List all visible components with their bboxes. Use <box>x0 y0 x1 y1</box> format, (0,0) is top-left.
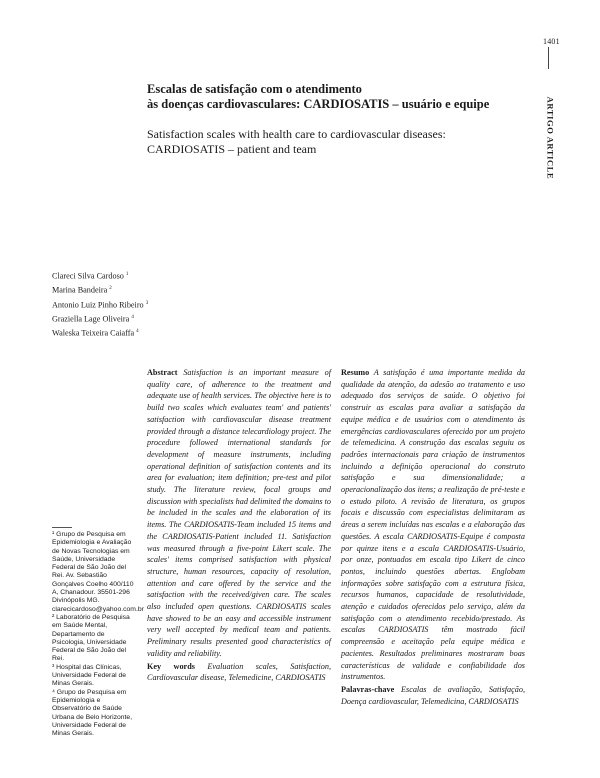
keywords-pt <box>341 684 525 707</box>
author: Antonio Luiz Pinho Ribeiro $^3$ <box>52 300 149 310</box>
keywords-pt-label: Palavras-chave <box>341 684 395 694</box>
page-number: 1401 <box>543 37 560 46</box>
title-pt-line-1: Escalas de satisfação com o atendimento <box>147 82 362 96</box>
section-label-text: ARTIGO ARTICLE <box>545 96 556 180</box>
title-en-line-2: CARDIOSATIS – patient and team <box>147 142 317 156</box>
affiliation-item: ⁴ Grupo de Pesquisa em Epidemiologia e Observatório de Saúde Urbana de Belo Horizonte, Universidade Federal de Minas Gerais. <box>52 688 133 738</box>
title-en-line-1: Satisfaction scales with health care to cardiovascular diseases: <box>147 127 446 141</box>
affiliations <box>52 527 144 738</box>
abstract-portuguese <box>341 367 525 707</box>
keywords-pt-text: Escalas de avaliação, Satisfação, Doença cardiovascular, Telemedicina, CARDIOSATIS <box>341 684 525 706</box>
author: Waleska Teixeira Caiaffa $^4$ <box>52 329 139 339</box>
abstract-pt-paragraph <box>341 367 525 683</box>
affiliation-item: ¹ Grupo de Pesquisa em Epidemiologia e Avaliação de Novas Tecnologias em Saúde, Universidade Federal de São João del Rei. Av. Sebastião Gonçalves Coelho 400/110 A, Chanadour. 35501-296 Divinópolis MG. <box>52 531 134 605</box>
page-number-rule <box>548 47 549 69</box>
abstract-en-text: Satisfaction is an important measure of quality care, of adherence to the treatment and adequate use of health services. The objective here is to build two scales which evaluates team' and patients' satisfaction with cardiovascular disease treatment provided through a distance telecardiology project. The procedure followed international standards for development of measure instruments, including operational definition of satisfaction contents and its area for evaluation; item definition; pre-test and pilot study. The literature review, focal groups and discussion with specialists had delimited the domains to be included in the scales and the elaboration of its items. The CARDIOSATIS-Team included 15 items and the CARDIOSATIS-Patient included 11. Satisfaction was measured through a five-point Likert scale. The scales' items comprised satisfaction with physical structure, human resources, capacity of resolution, attention and care offered by the service and the satisfaction with the received/given care. The scales also included open questions. CARDIOSATIS scales have showed to be an easy and accessible instrument very well accepted by medical team and patients. Preliminary results presented good characteristics of validity and reliability. <box>147 368 332 658</box>
affiliation-item: ² Laboratório de Pesquisa em Saúde Mental, Departamento de Psicologia, Universidade Federal de São João del Rei. <box>52 613 130 663</box>
title-english <box>147 127 527 157</box>
title-portuguese <box>147 82 527 112</box>
abstract-en-paragraph <box>147 367 331 660</box>
keywords-en-label: Key words <box>147 661 195 671</box>
author: Graziella Lage Oliveira $^4$ <box>52 314 134 324</box>
abstract-en-label: Abstract <box>147 368 178 377</box>
affiliation-item: ³ Hospital das Clínicas, Universidade Federal de Minas Gerais. <box>52 663 127 688</box>
section-label <box>540 88 560 188</box>
contact-email[interactable]: clarecicardoso@yahoo.com.br <box>52 605 144 613</box>
title-pt-line-2: às doenças cardiovasculares: CARDIOSATIS – usuário e equipe <box>147 97 490 111</box>
author: Clareci Silva Cardoso $^1$ <box>52 271 129 281</box>
abstract-english <box>147 367 331 684</box>
abstract-pt-text: A satisfação é uma importante medida da qualidade da atenção, da adesão ao tratamento e uso adequado dos serviços de saúde. O objetivo foi construir as escalas para avaliar a satisfação da equipe médica e de usuários com o atendimento às emergências cardiovasculares oferecido por um projeto de telemedicina. A construção das escalas seguiu os padrões internacionais para criação de instrumentos incluindo a definição operacional do construto satisfação e sua dimensionalidade; a operacionalização dos itens; a realização de pré-teste e o estudo piloto. A revisão de literatura, os grupos focais e discussão com especialistas delimitaram as áreas a serem incluídas nas escalas e a elaboração das questões. A escala CARDIOSATIS-Equipe é composta por quinze itens e a escala CARDIOSATIS-Usuário, por onze, pontuados em escala tipo Likert de cinco pontos, incluindo questões abertas. Englobam informações sobre satisfação com a estrutura física, recursos humanos, capacidade de resolutividade, atenção e cuidados oferecidos pelo serviço, além da satisfação com o atendimento recebido/prestado. As escalas CARDIOSATIS têm mostrado fácil compreensão e aceitação pela equipe médica e pacientes. Resultados preliminares mostraram boas características de validade e confiabilidade dos instrumentos. <box>341 368 526 682</box>
author-list <box>52 269 202 341</box>
keywords-en <box>147 661 331 684</box>
abstract-pt-label: Resumo <box>341 368 370 377</box>
affiliations-rule <box>52 527 72 528</box>
keywords-en-text: Evaluation scales, Satisfaction, Cardiovascular disease, Telemedicine, CARDIOSATIS <box>147 661 331 683</box>
author: Marina Bandeira $^2$ <box>52 286 112 296</box>
